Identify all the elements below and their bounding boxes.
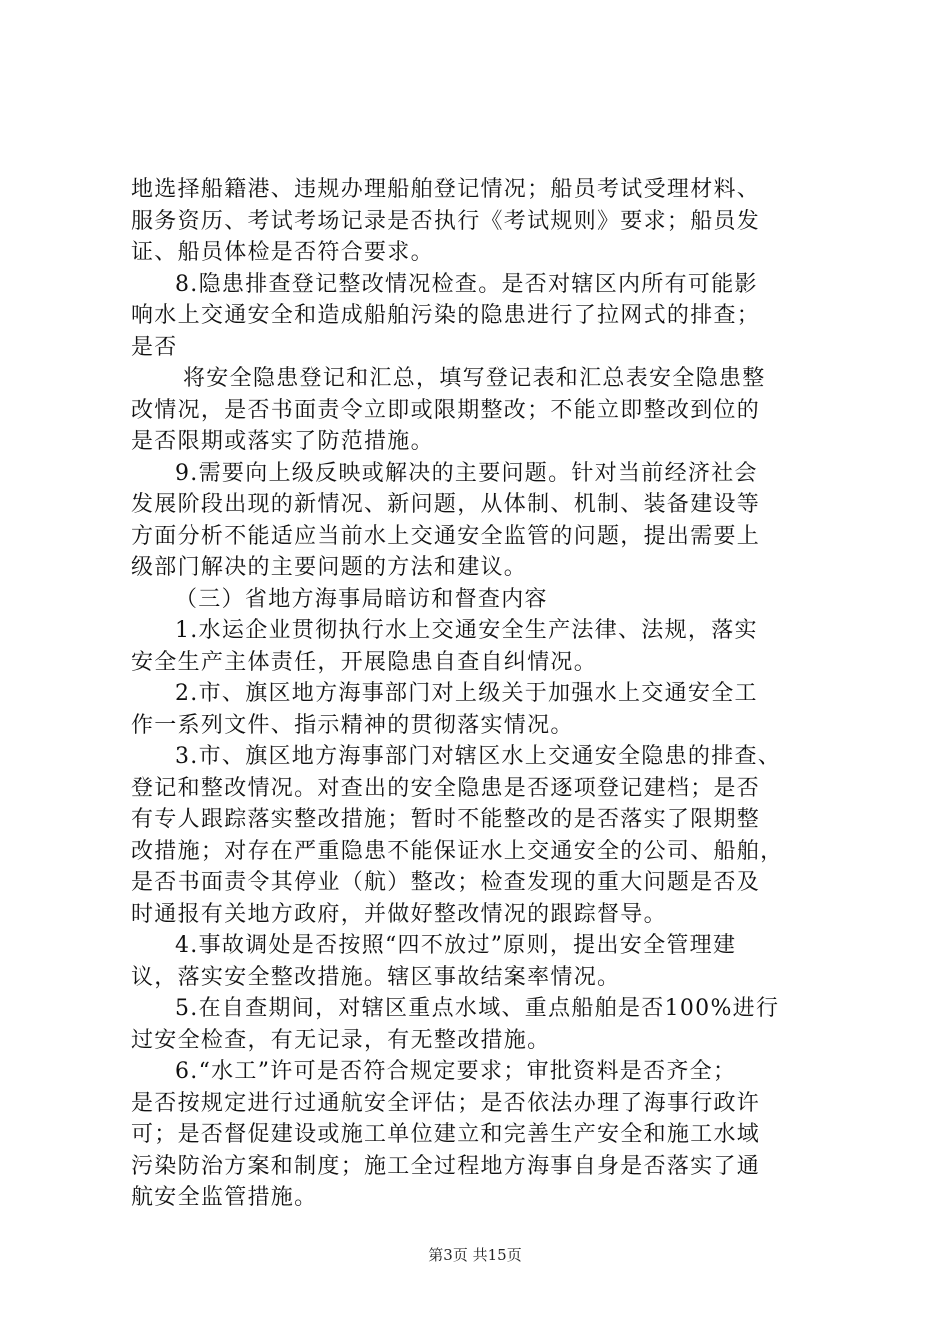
text-line: 3.市、旗区地方海事部门对辖区水上交通安全隐患的排查、 bbox=[175, 744, 782, 769]
text-line: 登记和整改情况。对查出的安全隐患是否逐项登记建档；是否 bbox=[131, 775, 761, 801]
text-line: 航安全监管措施。 bbox=[131, 1185, 318, 1210]
text-line: 是否限期或落实了防范措施。 bbox=[131, 429, 434, 454]
page-number: 第3页 共15页 bbox=[428, 1246, 522, 1264]
text-line: 是否书面责令其停业（航）整改；检查发现的重大问题是否及 bbox=[131, 870, 761, 895]
text-line: 安全生产主体责任，开展隐患自查自纠情况。 bbox=[131, 649, 598, 675]
text-line: 议，落实安全整改措施。辖区事故结案率情况。 bbox=[131, 964, 621, 990]
page-footer bbox=[0, 1244, 950, 1265]
text-line: 改情况，是否书面责令立即或限期整改；不能立即整改到位的 bbox=[131, 397, 761, 423]
text-line: 方面分析不能适应当前水上交通安全监管的问题，提出需要上 bbox=[131, 523, 761, 549]
text-line: 时通报有关地方政府，并做好整改情况的跟踪督导。 bbox=[131, 901, 667, 927]
text-line: 可；是否督促建设或施工单位建立和完善生产安全和施工水域 bbox=[131, 1122, 761, 1147]
text-line: 过安全检查，有无记录，有无整改措施。 bbox=[131, 1027, 551, 1053]
text-line: 级部门解决的主要问题的方法和建议。 bbox=[131, 555, 528, 580]
text-line: 响水上交通安全和造成船舶污染的隐患进行了拉网式的排查； bbox=[131, 303, 761, 328]
text-line: 有专人跟踪落实整改措施；暂时不能整改的是否落实了限期整 bbox=[131, 807, 761, 832]
text-line: 1.水运企业贯彻执行水上交通安全生产法律、法规，落实 bbox=[175, 618, 758, 643]
document-body bbox=[131, 174, 831, 1214]
text-line: 污染防治方案和制度；施工全过程地方海事自身是否落实了通 bbox=[131, 1153, 761, 1179]
text-line: 地选择船籍港、违规办理船舶登记情况；船员考试受理材料、 bbox=[131, 177, 761, 202]
text-line: 9.需要向上级反映或解决的主要问题。针对当前经济社会 bbox=[175, 460, 758, 486]
text-line: （三）省地方海事局暗访和督查内容 bbox=[175, 586, 548, 612]
text-line: 发展阶段出现的新情况、新问题，从体制、机制、装备建设等 bbox=[131, 492, 761, 517]
text-line: 是否按规定进行过通航安全评估；是否依法办理了海事行政许 bbox=[131, 1090, 761, 1116]
text-line: 改措施；对存在严重隐患不能保证水上交通安全的公司、船舶， bbox=[131, 838, 784, 864]
text-line: 是否 bbox=[131, 334, 178, 360]
text-line: 6.“水工”许可是否符合规定要求；审批资料是否齐全； bbox=[175, 1059, 737, 1084]
text-line: 作一系列文件、指示精神的贯彻落实情况。 bbox=[131, 712, 574, 738]
text-line: 8.隐患排查登记整改情况检查。是否对辖区内所有可能影 bbox=[175, 271, 758, 297]
text-line: 4.事故调处是否按照“四不放过”原则，提出安全管理建 bbox=[175, 933, 737, 958]
text-line: 服务资历、考试考场记录是否执行《考试规则》要求；船员发 bbox=[131, 208, 761, 234]
text-line: 2.市、旗区地方海事部门对上级关于加强水上交通安全工 bbox=[175, 681, 758, 706]
text-line: 5.在自查期间，对辖区重点水域、重点船舶是否100%进行 bbox=[175, 996, 780, 1021]
text-line: 将安全隐患登记和汇总，填写登记表和汇总表安全隐患整 bbox=[183, 366, 766, 391]
text-line: 证、船员体检是否符合要求。 bbox=[131, 240, 434, 265]
